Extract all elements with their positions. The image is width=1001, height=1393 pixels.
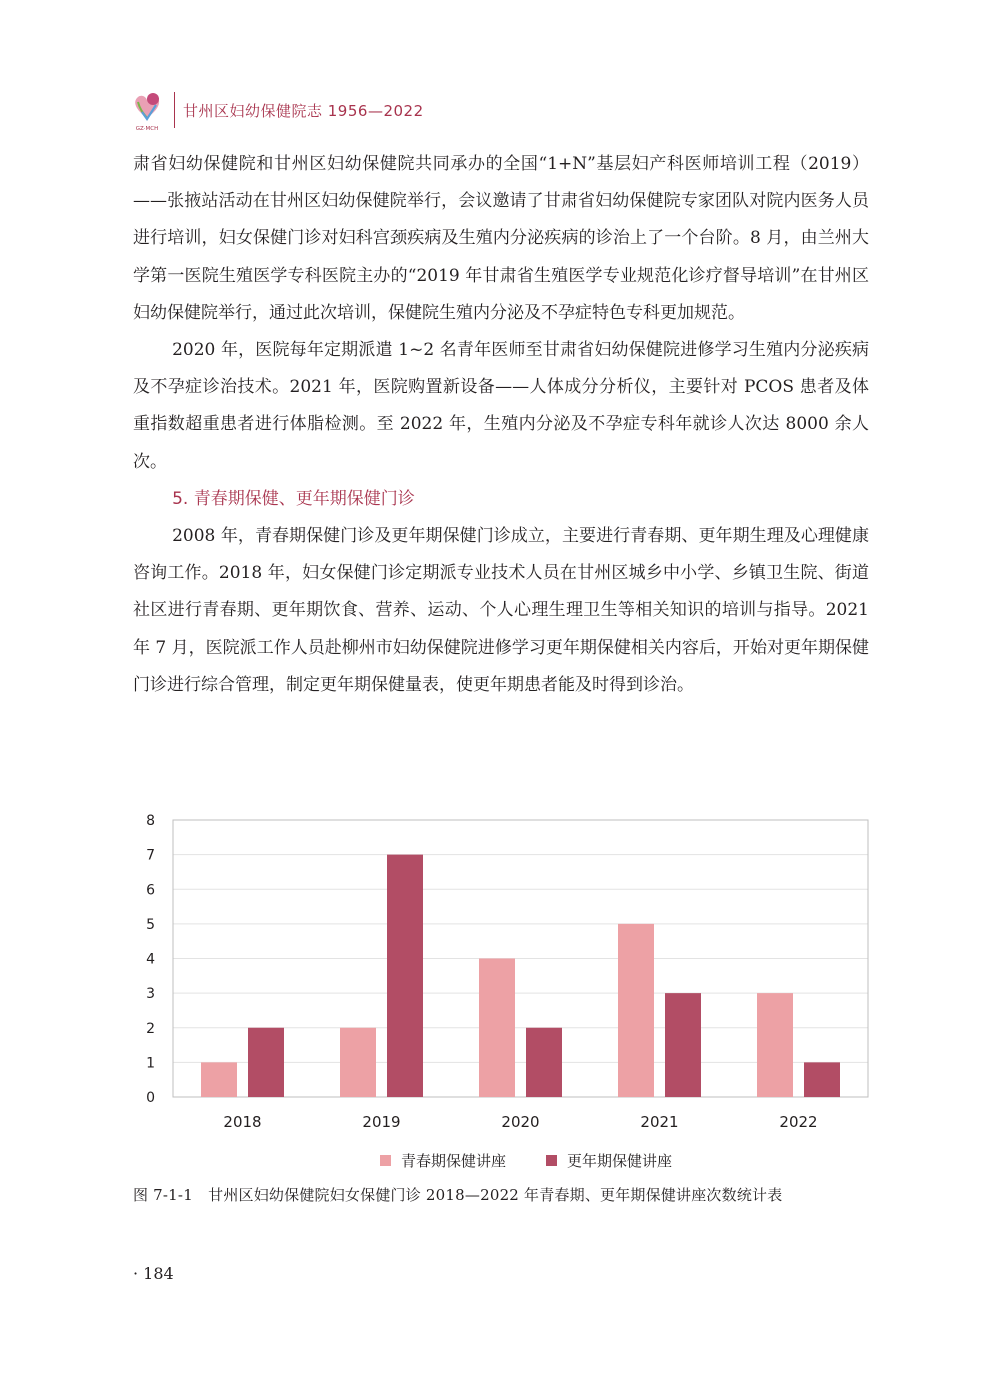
legend-label-youth: 青春期保健讲座 [401,1152,507,1170]
y-tick-label: 2 [146,1020,155,1037]
y-tick-label: 3 [146,986,155,1003]
legend-item-menopause [546,1150,672,1171]
bar-youth-2019 [340,1028,376,1097]
y-tick-label: 1 [146,1055,155,1072]
y-tick-label: 6 [146,882,155,899]
page-header [128,88,424,132]
legend-item-youth [380,1150,506,1171]
bar-menopause-2020 [526,1028,562,1097]
bar-youth-2022 [757,993,793,1097]
hospital-logo [128,88,166,132]
header-divider [174,92,175,128]
y-tick-label: 5 [146,916,155,933]
legend-label-menopause: 更年期保健讲座 [567,1152,673,1170]
figure-caption: 图 7-1-1 甘州区妇幼保健院妇女保健门诊 2018—2022 年青春期、更年期保健讲座次数统计表 [133,1186,783,1204]
x-tick-label: 2019 [362,1113,401,1131]
bar-chart [125,812,885,1182]
y-tick-label: 0 [146,1090,155,1106]
bar-menopause-2018 [248,1028,284,1097]
bar-chart-svg [125,812,885,1142]
y-tick-label: 8 [146,813,155,829]
bar-youth-2018 [201,1062,237,1097]
chart-legend [380,1150,712,1171]
x-tick-label: 2021 [640,1113,679,1131]
logo-text: GZ·MCH [135,126,159,132]
body-text [133,146,869,704]
bar-youth-2020 [479,959,515,1098]
x-tick-label: 2020 [501,1113,540,1131]
section-subheading: 5. 青春期保健、更年期保健门诊 [172,488,415,509]
bar-menopause-2021 [665,993,701,1097]
page-number: · 184 [133,1264,174,1283]
paragraph-3: 2008 年，青春期保健门诊及更年期保健门诊成立，主要进行青春期、更年期生理及心理健康咨询工作。2018 年，妇女保健门诊定期派专业技术人员在甘州区城乡中小学、乡镇卫生院、街道社区进行青春期、更年期饮食、营养、运动、个人心理生理卫生等相关知识的培训与指导。2021 年 7 月，医院派工作人员赴柳州市妇幼保健院进修学习更年期保健相关内容后，开始对更年期保健门诊进行综合管理，制定更年期保健量表，使更年期患者能及时得到诊治。 [133,526,869,695]
x-tick-label: 2022 [779,1113,818,1131]
running-header-title: 甘州区妇幼保健院志 1956—2022 [183,101,424,120]
x-tick-label: 2018 [223,1113,262,1131]
paragraph-2: 2020 年，医院每年定期派遣 1~2 名青年医师至甘肃省妇幼保健院进修学习生殖内分泌疾病及不孕症诊治技术。2021 年，医院购置新设备——人体成分分析仪，主要针对 PCOS 患者及体重指数超重患者进行体脂检测。至 2022 年，生殖内分泌及不孕症专科年就诊人次达 8000 余人次。 [133,340,869,472]
legend-swatch-menopause [546,1155,557,1166]
y-tick-label: 7 [146,847,155,864]
bar-menopause-2019 [387,855,423,1097]
bar-menopause-2022 [804,1062,840,1097]
legend-swatch-youth [380,1155,391,1166]
paragraph-1: 肃省妇幼保健院和甘州区妇幼保健院共同承办的全国“1+N”基层妇产科医师培训工程（2019）——张掖站活动在甘州区妇幼保健院举行，会议邀请了甘肃省妇幼保健院专家团队对院内医务人员进行培训，妇女保健门诊对妇科宫颈疾病及生殖内分泌疾病的诊治上了一个台阶。8 月，由兰州大学第一医院生殖医学专科医院主办的“2019 年甘肃省生殖医学专业规范化诊疗督导培训”在甘州区妇幼保健院举行，通过此次培训，保健院生殖内分泌及不孕症特色专科更加规范。 [133,154,869,323]
y-tick-label: 4 [146,951,155,968]
bar-youth-2021 [618,924,654,1097]
